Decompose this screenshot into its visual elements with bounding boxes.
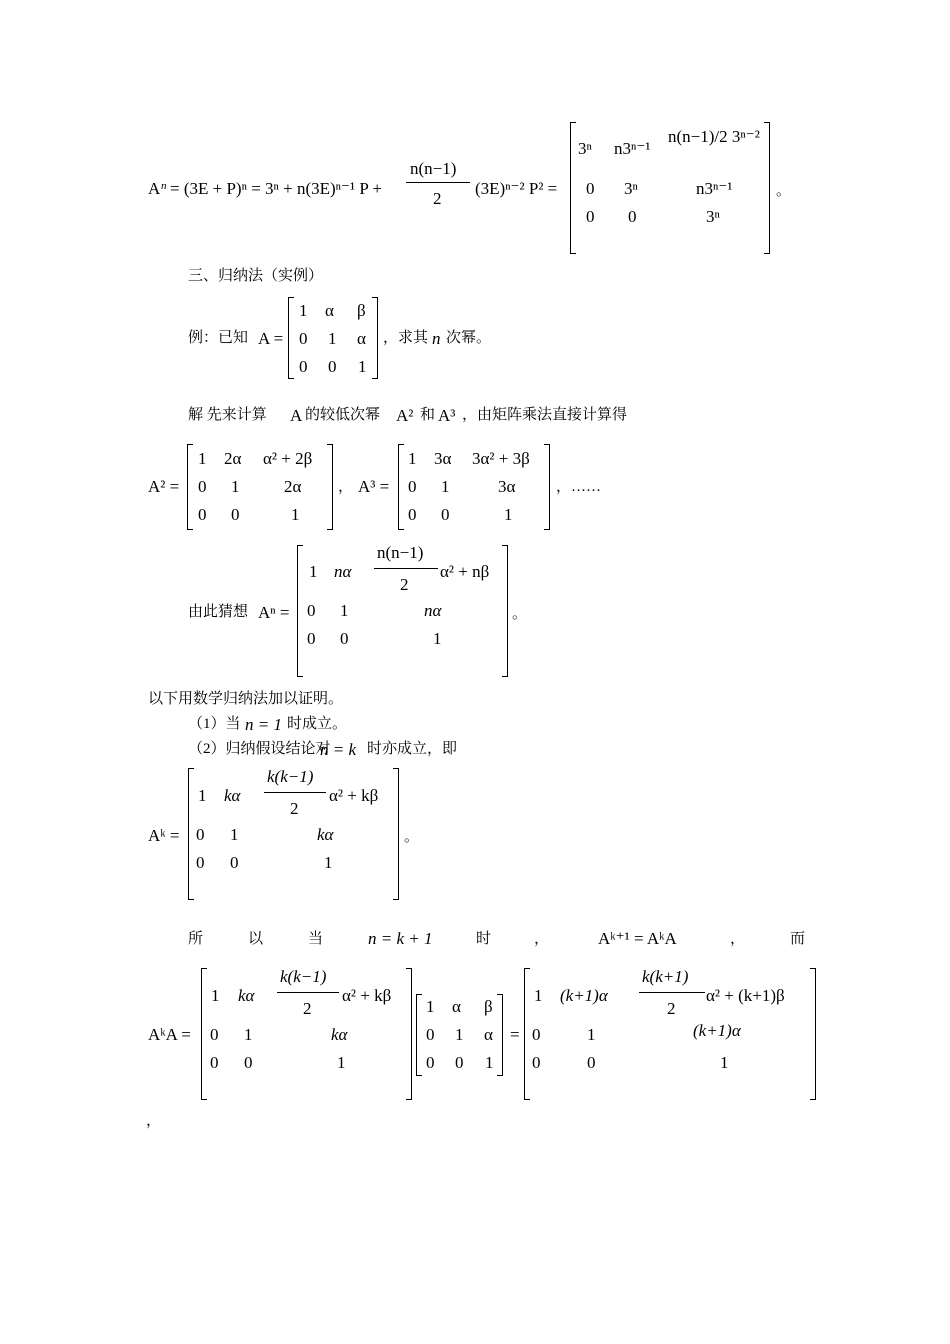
eq2-a2-02: α² + 2β (263, 449, 313, 468)
eq4-R-frac-den: 2 (667, 999, 676, 1018)
eq2-a2-22: 1 (291, 505, 300, 524)
eq1-frac-den: 2 (433, 189, 442, 208)
eq2-a2-00: 1 (198, 449, 207, 468)
eq2-a3-00: 1 (408, 449, 417, 468)
eq4-R-bracket-right (810, 968, 816, 1100)
eq2-a3-10: 0 (408, 477, 417, 496)
eq4-M-10: 0 (426, 1025, 435, 1044)
eq4-R-r1c0: 0 (532, 1025, 541, 1044)
eq4-L-bracket-left (201, 968, 207, 1100)
guess-r2c0: 0 (307, 629, 316, 648)
eq2-a3-21: 0 (441, 505, 450, 524)
guess-r0c2-tail: α² + nβ (440, 562, 490, 581)
eq1-bracket-left (570, 122, 576, 254)
eq2-sep: ， (338, 479, 354, 495)
eq3-bracket-right (393, 768, 399, 900)
solution-p4: ，由矩阵乘法直接计算得 (462, 407, 628, 423)
section-3-heading: 三、归纳法（实例） (188, 268, 324, 284)
line4-w1: 所 (188, 931, 204, 947)
trailing-comma: ， (146, 1113, 162, 1129)
step1-b: 时成立。 (287, 716, 348, 732)
eq1-m-21: 0 (628, 207, 637, 226)
eq4-R-r1c1: 1 (587, 1025, 596, 1044)
guess-lhs: Aⁿ = (258, 603, 290, 622)
eq4-L-r0c0: 1 (211, 986, 220, 1005)
guess-frac-den: 2 (400, 575, 409, 594)
step2-eq: n = k (320, 740, 357, 759)
eq1-expansion: = (3E + P)ⁿ = 3ⁿ + n(3E)ⁿ⁻¹ P + (170, 179, 383, 198)
eq4-L-r2c2: 1 (337, 1053, 346, 1072)
line4-w3: 当 (308, 931, 324, 947)
guess-end: 。 (512, 606, 528, 622)
eq2-dots: ，…… (556, 479, 602, 495)
solution-A: A (290, 406, 303, 425)
solution-p2: 的较低次幂 (305, 407, 381, 423)
eq4-L-r1c0: 0 (210, 1025, 219, 1044)
eq4-R-r0c1: (k+1)α (560, 986, 608, 1005)
eq2-a2-11: 1 (231, 477, 240, 496)
eq4-R-frac-line (639, 992, 705, 993)
eq3-frac-den: 2 (290, 799, 299, 818)
eq3-frac-line (264, 792, 326, 793)
eq4-R-r2c0: 0 (532, 1053, 541, 1072)
line4-w6: ， (730, 931, 746, 947)
line4-w4: 时 (476, 931, 492, 947)
eq1-frac-num: n(n−1) (410, 159, 457, 178)
line4-w2: 以 (248, 931, 264, 947)
eq2-a2-20: 0 (198, 505, 207, 524)
step1-eq: n = 1 (245, 715, 282, 734)
eq1-m-12: n3ⁿ⁻¹ (696, 179, 733, 198)
example-m-00: 1 (299, 301, 308, 320)
eq2-a2-10: 0 (198, 477, 207, 496)
eq4-L-r0c2-tail: α² + kβ (342, 986, 392, 1005)
eq2-a2-bracket-right (327, 444, 333, 530)
line4-eq2: Aᵏ⁺¹ = AᵏA (598, 929, 677, 948)
eq1-frac-line (406, 182, 470, 183)
eq1-lhs: A (148, 179, 161, 198)
eq2-a3-12: 3α (498, 477, 516, 496)
example-lhs: A = (258, 329, 284, 348)
eq2-a3-bracket-right (544, 444, 550, 530)
eq1-m-20: 0 (586, 207, 595, 226)
eq4-eqsign: = (510, 1025, 520, 1044)
eq4-L-frac-num: k(k−1) (280, 967, 327, 986)
eq4-R-r0c2-tail: α² + (k+1)β (706, 986, 785, 1005)
eq4-L-r1c2: kα (331, 1025, 348, 1044)
eq3-r1c2: kα (317, 825, 334, 844)
eq3-end: 。 (404, 829, 420, 845)
eq2-a3-11: 1 (441, 477, 450, 496)
eq3-r0c2-tail: α² + kβ (329, 786, 379, 805)
solution-A2: A² (396, 406, 414, 425)
eq2-a2-bracket-left (187, 444, 193, 530)
eq2-a2-12: 2α (284, 477, 302, 496)
eq4-R-r1c2: (k+1)α (693, 1021, 741, 1040)
eq2-a3-bracket-left (398, 444, 404, 530)
guess-r1c0: 0 (307, 601, 316, 620)
eq4-L-frac-den: 2 (303, 999, 312, 1018)
guess-r0c0: 1 (309, 562, 318, 581)
example-m-11: 1 (328, 329, 337, 348)
eq3-r1c1: 1 (230, 825, 239, 844)
eq4-R-r2c1: 0 (587, 1053, 596, 1072)
eq1-m-00: 3ⁿ (578, 139, 592, 158)
guess-r0c1: nα (334, 562, 352, 581)
eq2-a3-01: 3α (434, 449, 452, 468)
eq2-a2-01: 2α (224, 449, 242, 468)
line4-w7: 而 (790, 931, 806, 947)
solution-A3: A³ (438, 406, 456, 425)
eq4-L-r1c1: 1 (244, 1025, 253, 1044)
eq3-frac-num: k(k−1) (267, 767, 314, 786)
eq1-tail: (3E)ⁿ⁻² P² = (475, 179, 558, 198)
example-m-02: β (357, 301, 366, 320)
eq2-a2-21: 0 (231, 505, 240, 524)
guess-frac-line (374, 568, 438, 569)
example-m-21: 0 (328, 357, 337, 376)
example-prefix: 例：已知 (188, 330, 249, 346)
eq4-M-00: 1 (426, 997, 435, 1016)
eq4-L-r0c1: kα (238, 986, 255, 1005)
solution-p3: 和 (420, 407, 436, 423)
eq2-a3-02: 3α² + 3β (472, 449, 530, 468)
eq3-lhs: Aᵏ = (148, 826, 180, 845)
example-m-10: 0 (299, 329, 308, 348)
eq2-a3-22: 1 (504, 505, 513, 524)
step1-a: （1）当 (188, 716, 241, 732)
example-suffix2: 次幂。 (446, 330, 492, 346)
eq4-M-22: 1 (485, 1053, 494, 1072)
eq4-L-r2c0: 0 (210, 1053, 219, 1072)
solution-p1: 解 先来计算 (188, 407, 267, 423)
guess-prefix: 由此猜想 (188, 604, 249, 620)
eq4-R-r2c2: 1 (720, 1053, 729, 1072)
eq3-r2c0: 0 (196, 853, 205, 872)
line4-w5: ， (534, 931, 550, 947)
eq1-m-22: 3ⁿ (706, 207, 720, 226)
example-n: n (432, 329, 441, 348)
eq3-r1c0: 0 (196, 825, 205, 844)
eq4-R-bracket-left (524, 968, 530, 1100)
eq4-M-02: β (484, 997, 493, 1016)
eq3-r2c2: 1 (324, 853, 333, 872)
eq4-L-frac-line (277, 992, 339, 993)
example-bracket-left (288, 297, 294, 379)
eq1-end: 。 (776, 183, 792, 199)
example-bracket-right (372, 297, 378, 379)
example-m-12: α (357, 329, 366, 348)
guess-bracket-right (502, 545, 508, 677)
eq4-M-21: 0 (455, 1053, 464, 1072)
eq4-M-bracket-left (416, 994, 422, 1076)
eq4-L-bracket-right (406, 968, 412, 1100)
line4-eq: n = k + 1 (368, 929, 433, 948)
eq3-r2c1: 0 (230, 853, 239, 872)
eq4-L-r2c1: 0 (244, 1053, 253, 1072)
eq2-lhs-A3: A³ = (358, 477, 390, 496)
eq1-lhs-sup: n (161, 180, 167, 192)
guess-frac-num: n(n−1) (377, 543, 424, 562)
eq3-bracket-left (188, 768, 194, 900)
example-m-20: 0 (299, 357, 308, 376)
eq3-r0c0: 1 (198, 786, 207, 805)
example-m-22: 1 (358, 357, 367, 376)
eq2-lhs-A2: A² = (148, 477, 180, 496)
eq4-R-r0c0: 1 (534, 986, 543, 1005)
eq1-m-10: 0 (586, 179, 595, 198)
eq3-r0c1: kα (224, 786, 241, 805)
example-suffix: ，求其 (383, 330, 429, 346)
eq2-a3-20: 0 (408, 505, 417, 524)
eq4-M-11: 1 (455, 1025, 464, 1044)
eq4-M-bracket-right (497, 994, 503, 1076)
guess-r2c1: 0 (340, 629, 349, 648)
eq1-m-01: n3ⁿ⁻¹ (614, 139, 651, 158)
example-m-01: α (325, 301, 334, 320)
eq1-bracket-right (764, 122, 770, 254)
guess-r1c2: nα (424, 601, 442, 620)
step2-a: （2）归纳假设结论对 (188, 741, 331, 757)
guess-r1c1: 1 (340, 601, 349, 620)
guess-r2c2: 1 (433, 629, 442, 648)
eq4-lhs: AᵏA = (148, 1025, 191, 1044)
step2-b: 时亦成立，即 (367, 741, 458, 757)
eq4-R-frac-num: k(k+1) (642, 967, 689, 986)
proof-intro: 以下用数学归纳法加以证明。 (148, 691, 344, 707)
eq4-M-01: α (452, 997, 461, 1016)
eq4-M-12: α (484, 1025, 493, 1044)
eq4-M-20: 0 (426, 1053, 435, 1072)
eq1-m-02: n(n−1)/2 3ⁿ⁻² (668, 127, 760, 146)
guess-bracket-left (297, 545, 303, 677)
eq1-m-11: 3ⁿ (624, 179, 638, 198)
